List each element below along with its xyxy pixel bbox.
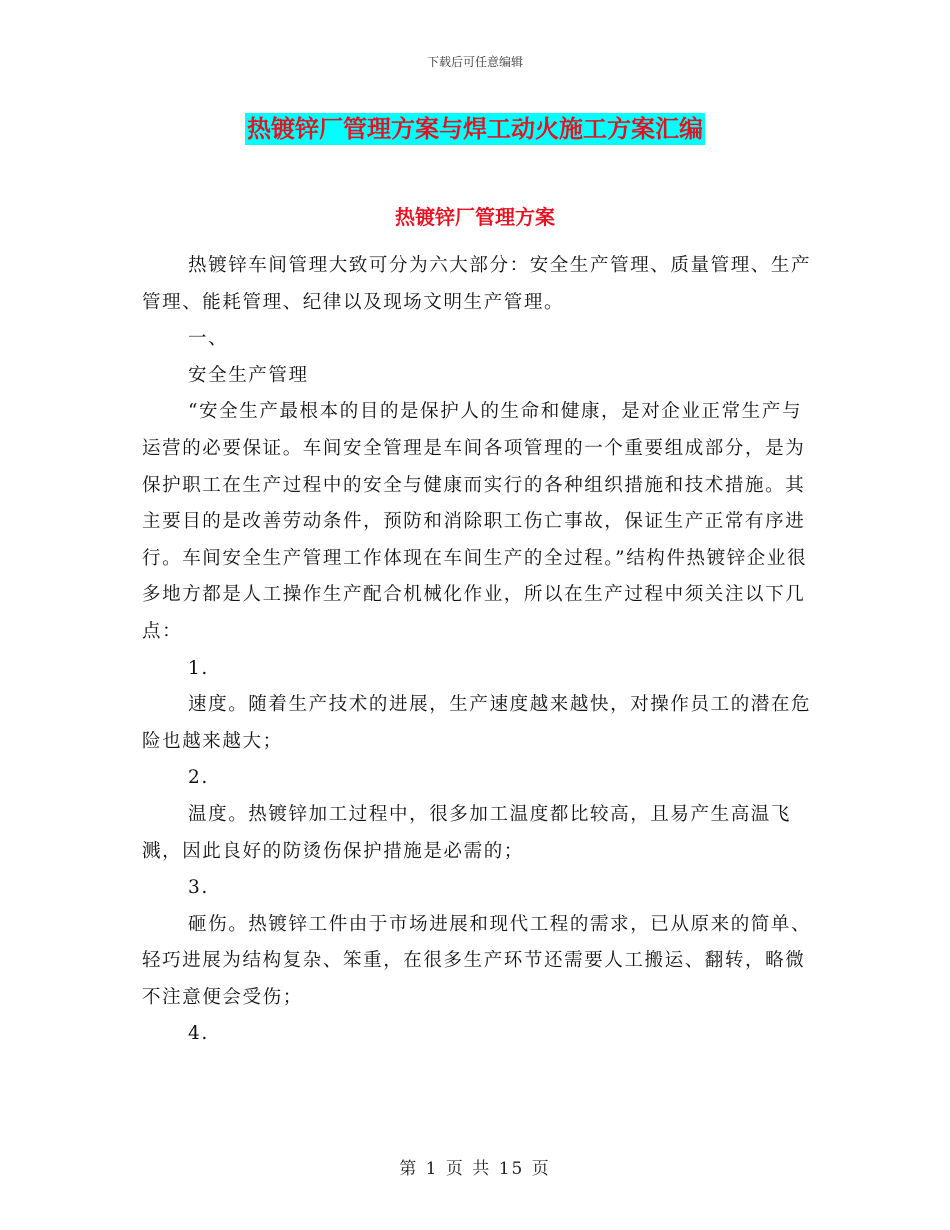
paragraph: 热镀锌车间管理大致可分为六大部分：安全生产管理、质量管理、生产管理、能耗管理、纪律以及现场文明生产管理。 bbox=[142, 255, 812, 313]
paragraph: 1. bbox=[188, 657, 209, 679]
document-title-text: 热镀锌厂管理方案与焊工动火施工方案汇编 bbox=[247, 115, 703, 143]
body-text bbox=[142, 248, 822, 1053]
header-note: 下载后可任意编辑 bbox=[426, 55, 523, 69]
paragraph: 速度。随着生产技术的进展，生产速度越来越快，对操作员工的潜在危险也越来越大； bbox=[142, 694, 812, 752]
paragraph: 砸伤。热镀锌工件由于市场进展和现代工程的需求，已从原来的简单、轻巧进展为结构复杂、笨重，在很多生产环节还需要人工搬运、翻转，略微不注意便会受伤； bbox=[142, 913, 812, 1008]
paragraph: 3. bbox=[188, 877, 209, 899]
paragraph: 4. bbox=[188, 1023, 209, 1045]
paragraph: 一、 bbox=[188, 328, 229, 350]
paragraph: 2. bbox=[188, 767, 209, 789]
paragraph: “安全生产最根本的目的是保护人的生命和健康，是对企业正常生产与运营的必要保证。车间安全管理是车间各项管理的一个重要组成部分，是为保护职工在生产过程中的安全与健康而实行的各种组织措施和技术措施。其主要目的是改善劳动条件，预防和消除职工伤亡事故，保证生产正常有序进行。车间安全生产管理工作体现在车间生产的全过程。”结构件热镀锌企业很多地方都是人工操作生产配合机械化作业，所以在生产过程中须关注以下几点： bbox=[142, 401, 808, 642]
document-title bbox=[0, 113, 950, 145]
section-title: 热镀锌厂管理方案 bbox=[395, 205, 555, 229]
page-footer: 第 1 页 共 15 页 bbox=[399, 1159, 551, 1179]
paragraph: 安全生产管理 bbox=[188, 364, 309, 386]
paragraph: 温度。热镀锌加工过程中，很多加工温度都比较高，且易产生高温飞溅，因此良好的防烫伤保护措施是必需的； bbox=[142, 803, 792, 862]
